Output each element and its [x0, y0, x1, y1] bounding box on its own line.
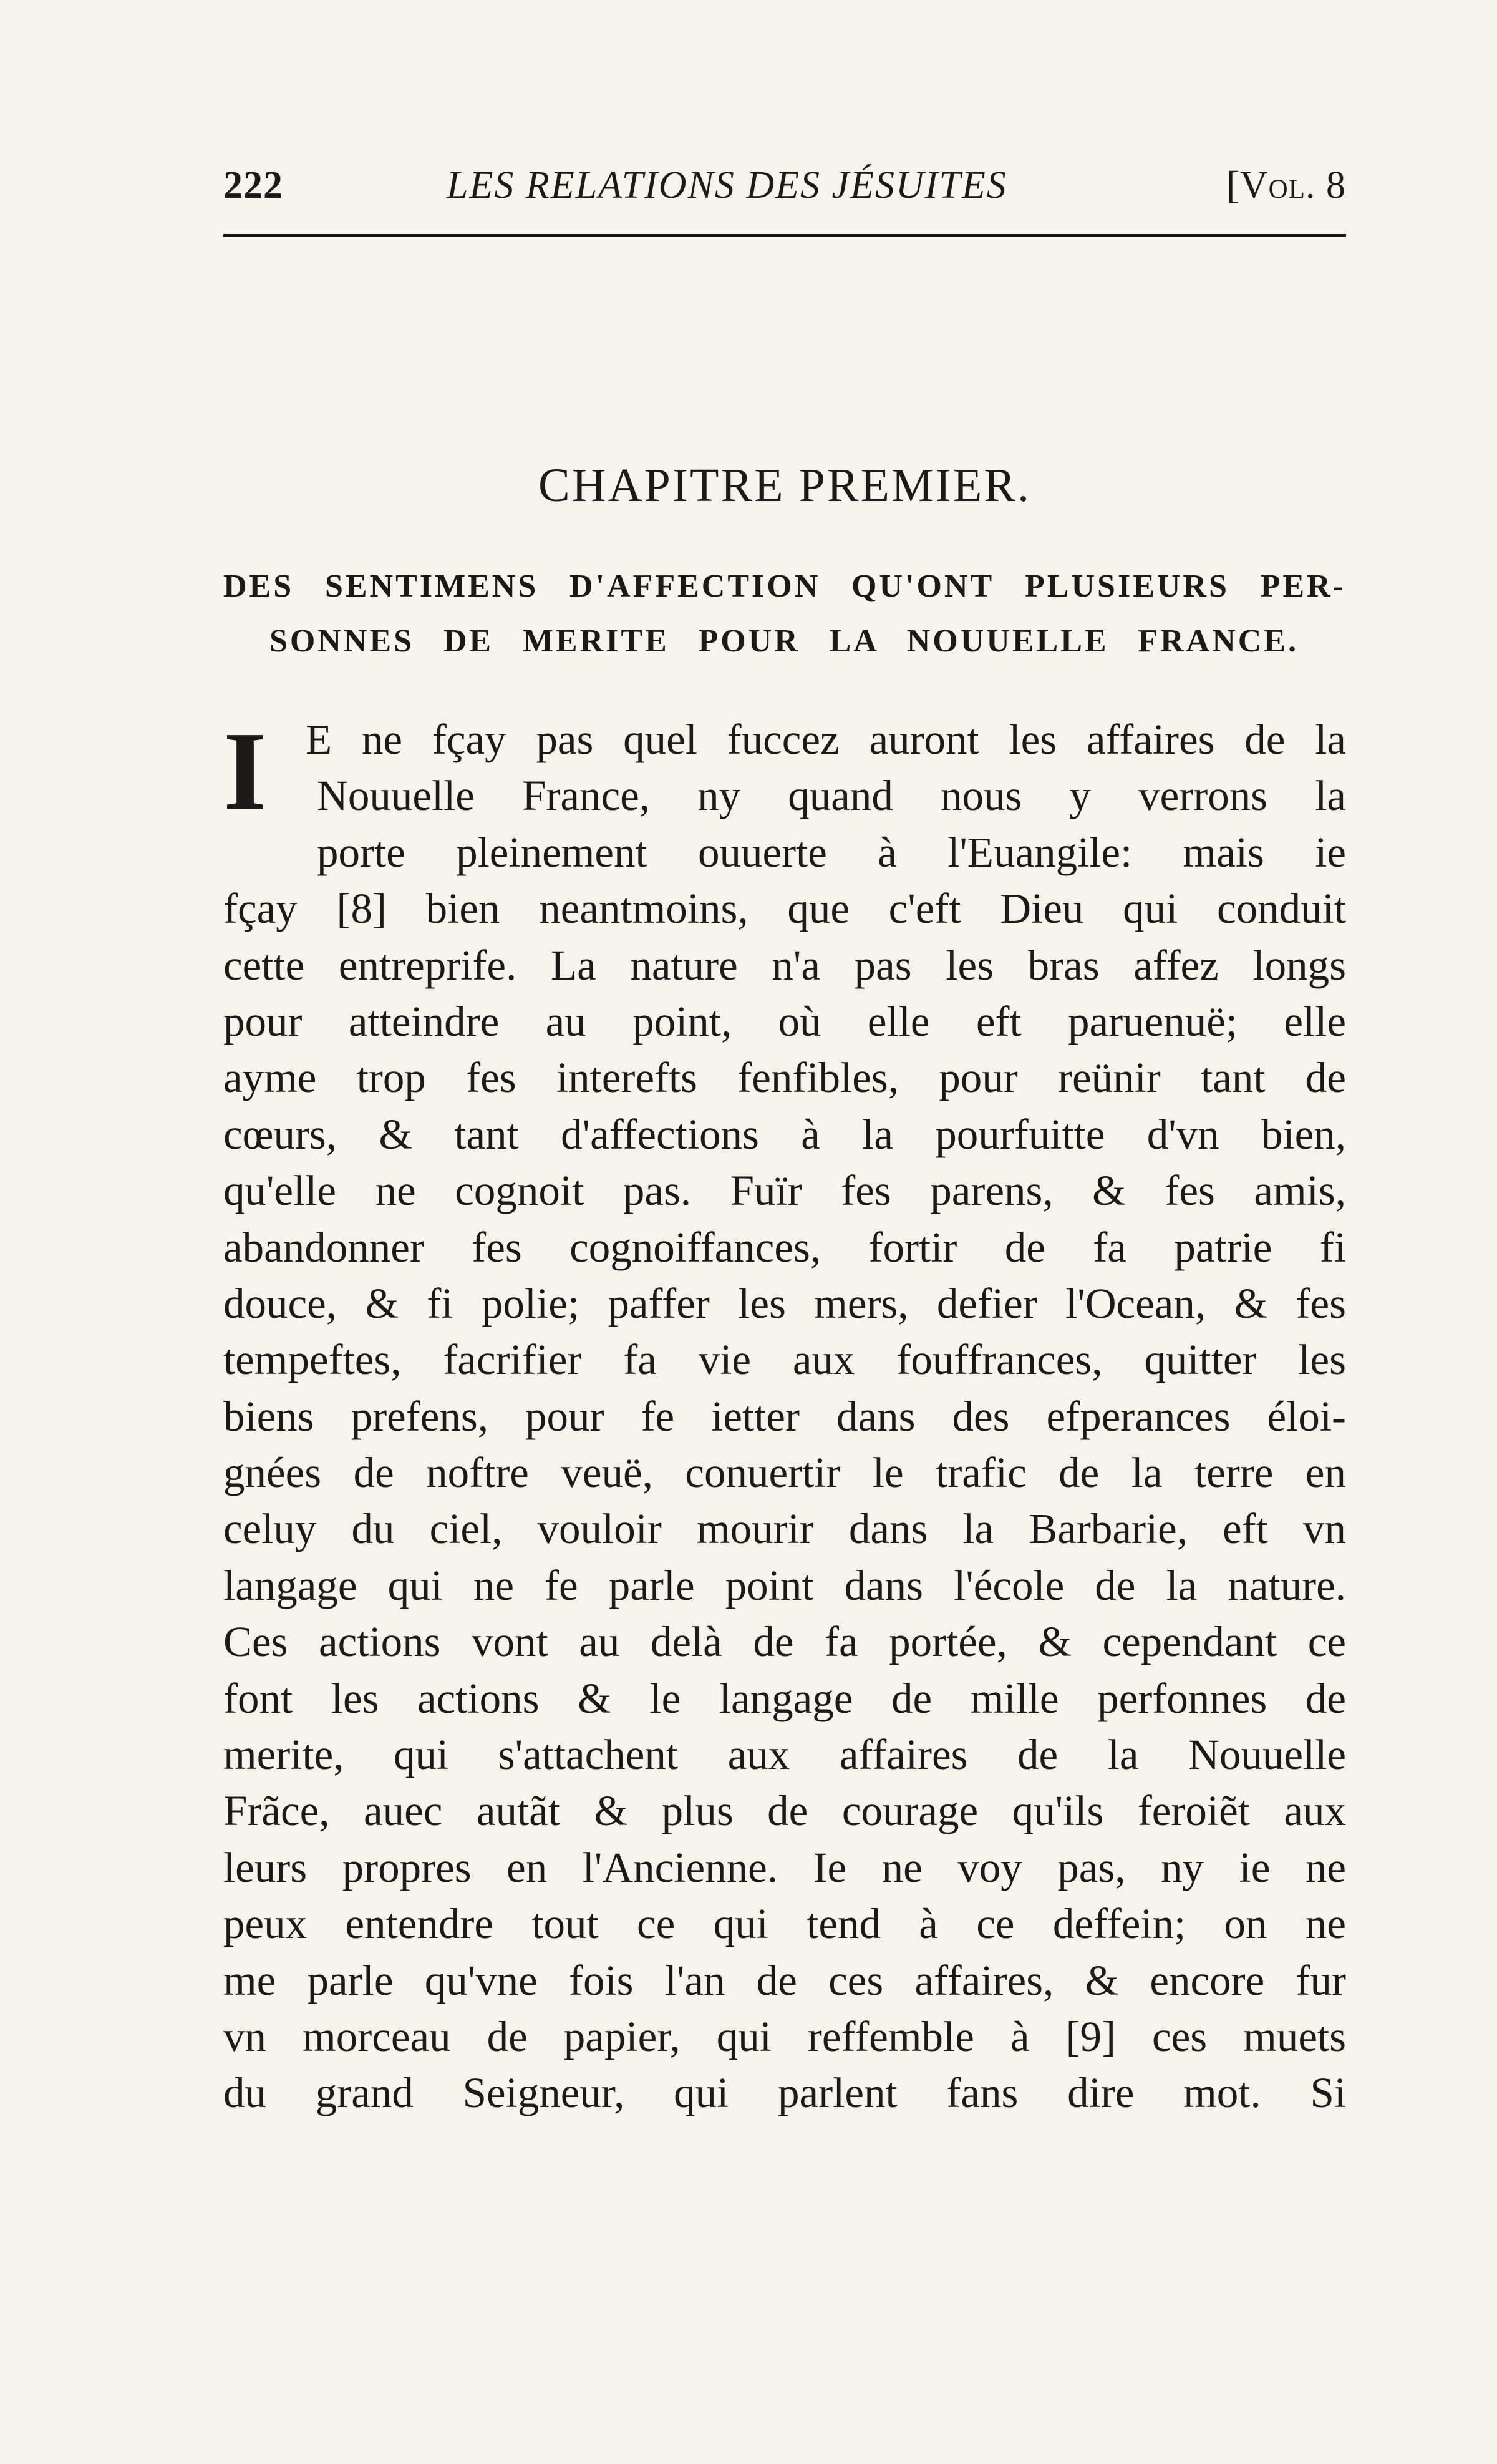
- text-line: ayme trop fes interefts fenfibles, pour reünir tant de: [223, 1054, 1346, 1102]
- text-line: fçay [8] bien neantmoins, que c'eft Dieu qui conduit: [223, 885, 1346, 933]
- text-line: cœurs, & tant d'affections à la pourfuitte d'vn bien,: [223, 1110, 1346, 1158]
- volume-label: [Vol. 8: [1226, 164, 1346, 207]
- text-line: celuy du ciel, vouloir mourir dans la Barbarie, eft vn: [223, 1505, 1346, 1553]
- page-number: 222: [223, 164, 283, 207]
- text-line: du grand Seigneur, qui parlent fans dire mot. Si: [223, 2069, 1346, 2117]
- chapter-subtitle-line-1: DES SENTIMENS D'AFFECTION QU'ONT PLUSIEURS PER-: [223, 568, 1346, 604]
- chapter-title: CHAPITRE PREMIER.: [538, 459, 1031, 512]
- text-line: pour atteindre au point, où elle eft paruenuë; elle: [223, 997, 1346, 1045]
- text-line: me parle qu'vne fois l'an de ces affaires, & encore fur: [223, 1956, 1346, 2004]
- chapter-subtitle-line-2: SONNES DE MERITE POUR LA NOUUELLE FRANCE.: [269, 623, 1299, 659]
- text-line: peux entendre tout ce qui tend à ce deffein; on ne: [223, 1900, 1346, 1948]
- text-line: cette entreprife. La nature n'a pas les bras affez longs: [223, 941, 1346, 989]
- text-line: vn morceau de papier, qui reffemble à [9] ces muets: [223, 2012, 1346, 2060]
- text-line: porte pleinement ouuerte à l'Euangile: mais ie: [317, 828, 1346, 876]
- text-line: font les actions & le langage de mille perfonnes de: [223, 1674, 1346, 1722]
- text-line: Nouuelle France, ny quand nous y verrons la: [317, 772, 1346, 820]
- text-line: Ces actions vont au delà de fa portée, & cependant ce: [223, 1618, 1346, 1666]
- text-line: merite, qui s'attachent aux affaires de la Nouuelle: [223, 1731, 1346, 1779]
- running-title: LES RELATIONS DES JÉSUITES: [447, 164, 1007, 207]
- drop-cap: I: [223, 709, 268, 833]
- text-line: qu'elle ne cognoit pas. Fuïr fes parens, & fes amis,: [223, 1167, 1346, 1215]
- text-line: biens prefens, pour fe ietter dans des efperances éloi-: [223, 1392, 1346, 1440]
- text-line: abandonner fes cognoiffances, fortir de fa patrie fi: [223, 1223, 1346, 1271]
- text-line: douce, & fi polie; paffer les mers, defier l'Ocean, & fes: [223, 1279, 1346, 1327]
- running-header: [223, 163, 1346, 213]
- text-line: langage qui ne fe parle point dans l'école de la nature.: [223, 1561, 1346, 1609]
- text-line: leurs propres en l'Ancienne. Ie ne voy pas, ny ie ne: [223, 1843, 1346, 1891]
- header-rule: [223, 234, 1346, 237]
- text-line: tempeftes, facrifier fa vie aux fouffrances, quitter les: [223, 1336, 1346, 1384]
- body-text: [223, 711, 1346, 2121]
- text-line: Frãce, auec autãt & plus de courage qu'ils feroiẽt aux: [223, 1787, 1346, 1835]
- text-line: gnées de noftre veuë, conuertir le trafic de la terre en: [223, 1449, 1346, 1497]
- text-line: E ne fçay pas quel fuccez auront les affaires de la: [306, 716, 1346, 763]
